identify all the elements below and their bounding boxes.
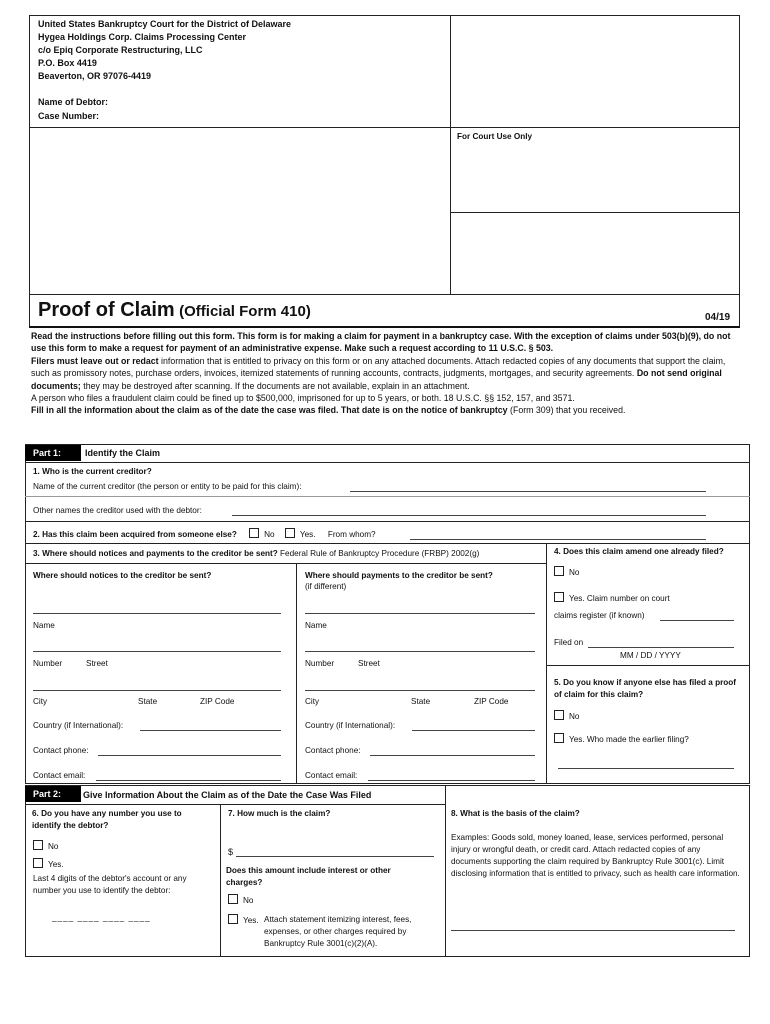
notices-country-label: Country (if International):	[33, 721, 124, 730]
q5-no-checkbox[interactable]	[554, 710, 564, 720]
payments-street-label: Street	[358, 659, 380, 668]
q2-yes-checkbox[interactable]	[285, 528, 295, 538]
notices-zip-label: ZIP Code	[200, 697, 235, 706]
q7-no: No	[228, 894, 253, 907]
q1-name-label: Name of the current creditor (the person or entity to be paid for this claim):	[33, 482, 302, 491]
q6-last4-label: Last 4 digits of the debtor's account or any number you use to identify the debtor:	[33, 874, 187, 895]
payments-city-field[interactable]	[305, 682, 535, 691]
q1-name-field[interactable]	[350, 483, 706, 492]
q4-register-label: claims register (if known)	[554, 611, 645, 620]
notices-name-label: Name	[33, 621, 55, 630]
q4-claim-number-field[interactable]	[660, 612, 734, 621]
notices-email-label: Contact email:	[33, 771, 86, 780]
q6-yes-checkbox[interactable]	[33, 858, 43, 868]
notices-city-field[interactable]	[33, 682, 281, 691]
q7-yes-text: Attach statement itemizing interest, fees, expenses, or other charges required by Bankruptcy Rule 3001(c)(2)(A).	[264, 915, 412, 948]
q4-yes-checkbox[interactable]	[554, 592, 564, 602]
q2-row: 2. Has this claim been acquired from someone else? No Yes. From whom?	[33, 530, 376, 539]
q7-no-checkbox[interactable]	[228, 894, 238, 904]
payments-city-label: City	[305, 697, 320, 706]
q4-no: No	[554, 566, 579, 579]
notices-street-label: Street	[86, 659, 108, 668]
q6-label: 6. Do you have any number you use to identify the debtor?	[32, 809, 182, 830]
notices-phone-field[interactable]	[98, 747, 281, 756]
payments-name-label: Name	[305, 621, 327, 630]
debtor-name-label: Name of Debtor:	[38, 97, 109, 107]
part1-label: Part 1:	[25, 445, 81, 461]
payments-country-label: Country (if International):	[305, 721, 396, 730]
q5-earlier-filer-field[interactable]	[558, 760, 734, 769]
payments-email-label: Contact email:	[305, 771, 358, 780]
court-address: United States Bankruptcy Court for the District of Delaware Hygea Holdings Corp. Claims Processing Center c/o Epiq Corporate Restructuring, LLC P.O. Box 4419 Beaverton, OR 97076-4419	[38, 19, 292, 81]
q7-yes-checkbox[interactable]	[228, 914, 238, 924]
payments-street-field[interactable]	[305, 643, 535, 652]
notices-email-field[interactable]	[96, 772, 281, 781]
form-title: Proof of Claim (Official Form 410)	[38, 299, 311, 321]
q5-yes: Yes. Who made the earlier filing?	[554, 733, 689, 746]
q6-no: No	[33, 840, 58, 853]
q5-label: 5. Do you know if anyone else has filed a proof of claim for this claim?	[554, 678, 736, 699]
debtor-box	[29, 127, 451, 295]
q4-filed-label: Filed on	[554, 638, 584, 647]
q3-label: 3. Where should notices and payments to the creditor be sent? Federal Rule of Bankruptcy Procedure (FRBP) 2002(g)	[33, 549, 480, 558]
q5-no: No	[554, 710, 579, 723]
q7-amount: $	[228, 847, 234, 857]
payments-state-label: State	[411, 697, 431, 706]
q4-filed-date-field[interactable]	[588, 639, 734, 648]
payments-number-label: Number	[305, 659, 335, 668]
q6-last4-field[interactable]: ____ ____ ____ ____	[52, 913, 151, 922]
payments-heading: Where should payments to the creditor be sent?	[305, 571, 493, 580]
case-number-label: Case Number:	[38, 111, 100, 121]
q6-yes: Yes.	[33, 858, 64, 871]
part2-title: Give Information About the Claim as of the Date the Case Was Filed	[83, 790, 372, 800]
q4-yes: Yes. Claim number on court	[554, 592, 670, 605]
notices-name-field[interactable]	[33, 605, 281, 614]
q8-basis-field[interactable]	[451, 922, 735, 931]
q1-label: 1. Who is the current creditor?	[33, 467, 152, 476]
notices-number-label: Number	[33, 659, 63, 668]
court-use-box	[450, 15, 740, 295]
notices-city-label: City	[33, 697, 48, 706]
q2-from-field[interactable]	[410, 531, 706, 540]
payments-country-field[interactable]	[412, 722, 535, 731]
form-date: 04/19	[705, 312, 731, 323]
q6-no-checkbox[interactable]	[33, 840, 43, 850]
payments-phone-label: Contact phone:	[305, 746, 361, 755]
q5-yes-checkbox[interactable]	[554, 733, 564, 743]
payments-zip-label: ZIP Code	[474, 697, 509, 706]
q8-examples: Examples: Goods sold, money loaned, lease, services performed, personal injury or wrongful death, or credit card. Attach redacted copies of any documents supporting the claim required by Bankruptcy Rule 3001(c). Limit disclosing information that is entitled to privacy, such as health care information.	[451, 833, 740, 878]
q4-label: 4. Does this claim amend one already filed?	[554, 547, 724, 556]
instructions: Read the instructions before filling out this form. This form is for making a claim for payment in a bankruptcy case. With the exception of claims under 503(b)(9), do not use this form to make a request for payment of an administrative expense. Make such a request according to 11 U.S.C. § 503. Filers must leave out or redact information that is entitled to privacy on this form or on any attached documents. Attach redacted copies of any documents that support the claim, such as promissory notes, purchase orders, invoices, itemized statements of running accounts, contracts, judgments, mortgages, and security agreements. Do not send original documents; they may be destroyed after scanning. If the documents are not available, explain in an attachment. A person who files a fraudulent claim could be fined up to $500,000, imprisoned for up to 5 years, or both. 18 U.S.C. §§ 152, 157, and 3571. Fill in all the information about the claim as of the date the case was filed. That date is on the notice of bankruptcy (Form 309) that you received.	[31, 331, 731, 416]
q1-other-field[interactable]	[232, 507, 706, 516]
notices-country-field[interactable]	[140, 722, 281, 731]
q7-amount-field[interactable]	[236, 848, 434, 857]
q8-label: 8. What is the basis of the claim?	[451, 809, 580, 818]
q7-label: 7. How much is the claim?	[228, 809, 331, 818]
notices-phone-label: Contact phone:	[33, 746, 89, 755]
court-use-label: For Court Use Only	[457, 132, 533, 141]
payments-phone-field[interactable]	[370, 747, 535, 756]
notices-street-field[interactable]	[33, 643, 281, 652]
q4-no-checkbox[interactable]	[554, 566, 564, 576]
payments-name-field[interactable]	[305, 605, 535, 614]
notices-heading: Where should notices to the creditor be sent?	[33, 571, 212, 580]
q1-other-label: Other names the creditor used with the debtor:	[33, 506, 202, 515]
q7-yes: Yes.	[228, 914, 440, 927]
q4-date-format: MM / DD / YYYY	[620, 651, 681, 660]
payments-email-field[interactable]	[368, 772, 535, 781]
part2-label: Part 2:	[25, 786, 81, 802]
part1-title: Identify the Claim	[85, 448, 161, 458]
q7-interest-label: Does this amount include interest or other charges?	[226, 866, 391, 887]
q2-no-checkbox[interactable]	[249, 528, 259, 538]
notices-state-label: State	[138, 697, 158, 706]
payments-subheading: (if different)	[305, 582, 347, 591]
